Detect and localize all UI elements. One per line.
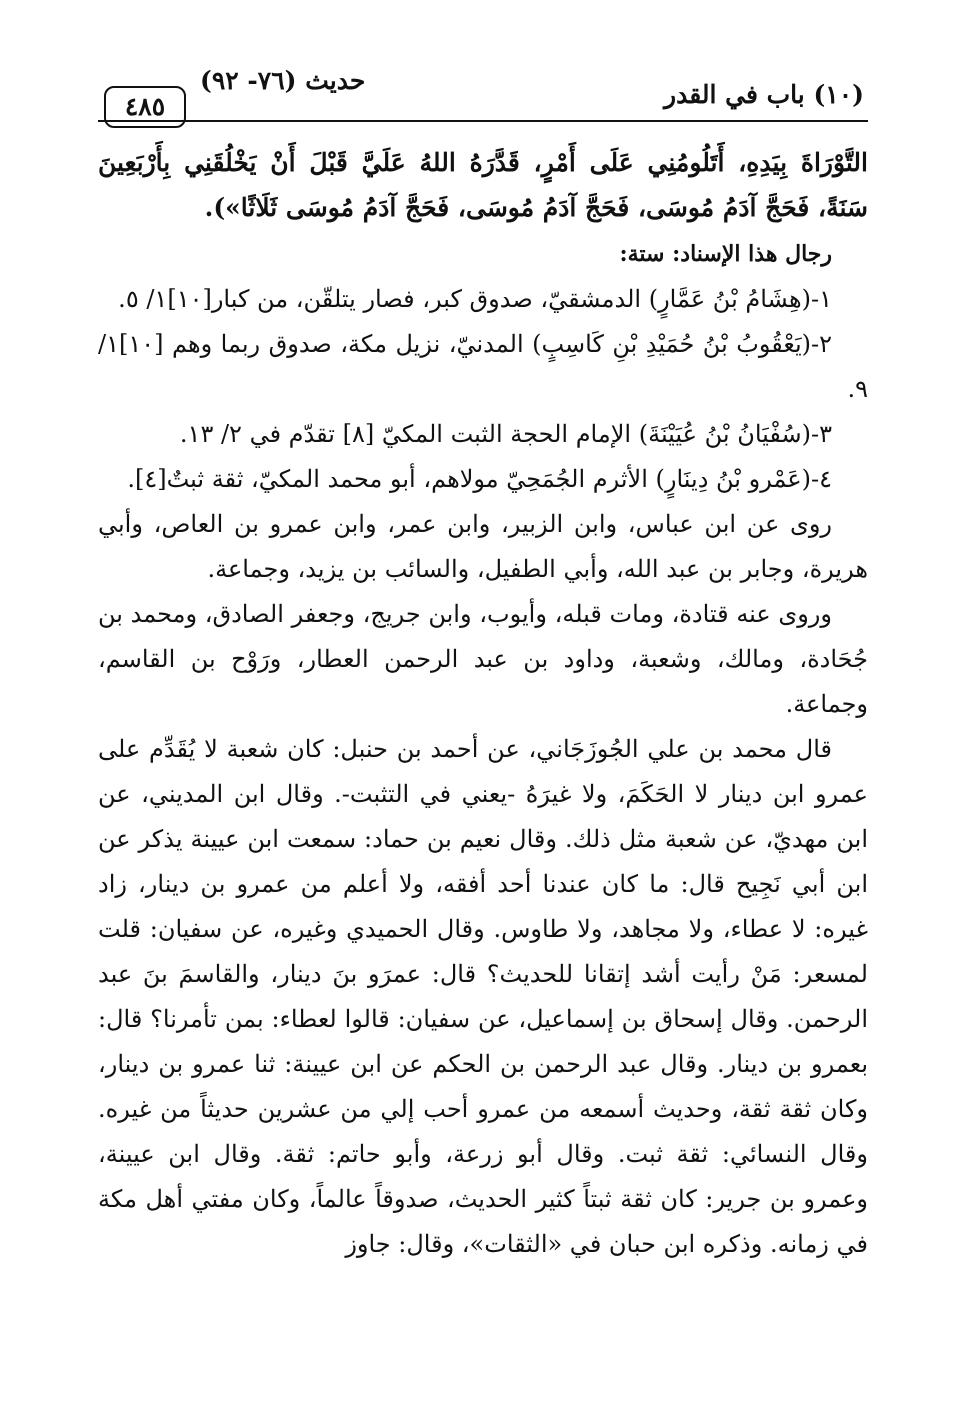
page-number: ٤٨٥ [104,86,186,128]
header-divider [98,120,868,122]
narrator-entry: ٣-(سُفْيَانُ بْنُ عُيَيْنَةَ) الإمام الحجة الثبت المكيّ [٨] تقدّم في ٢/ ١٣. [179,420,832,448]
grading-paragraph: قال محمد بن علي الجُوزَجَاني، عن أحمد بن حنبل: كان شعبة لا يُقَدِّم على عمرو ابن دينار لا الحَكَمَ، ولا غيرَهُ -يعني في التثبت-. وقال ابن المديني، عن ابن مهديّ، عن شعبة مثل ذلك. وقال نعيم بن حماد: سمعت ابن عيينة يذكر عن ابن أبي نَجِيح قال: ما كان عندنا أحد أفقه، ولا أعلم من عمرو بن دينار، زاد غيره: لا عطاء، ولا مجاهد، ولا طاوس. وقال الحميدي وغيره، عن سفيان: قلت لمسعر: مَنْ رأيت أشد إتقانا للحديث؟ قال: عمرَو بنَ دينار، والقاسمَ بنَ عبد الرحمن. وقال إسحاق بن إسماعيل، عن سفيان: قالوا لعطاء: بمن تأمرنا؟ قال: بعمرو بن دينار. وقال عبد الرحمن بن الحكم عن ابن عيينة: ثنا عمرو بن دينار، وكان ثقة ثقة، وحديث أسمعه من عمرو أحب إلي من عشرين حديثاً من غيره. وقال النسائي: ثقة ثبت. وقال أبو زرعة، وأبو حاتم: ثقة. وقال ابن عيينة، وعمرو بن جرير: كان ثقة ثبتاً كثير الحديث، صدوقاً عالماً، وكان مفتي أهل مكة في زمانه. وذكره ابن حبان في «الثقات»، وقال: جاوز [98,735,869,1258]
hadith-range: حديث (٧٦- ٩٢) [200,66,366,95]
narrator-entry: ٢-(يَعْقُوبُ بْنُ حُمَيْدِ بْنِ كَاسِبٍ) المدنيّ، نزيل مكة، صدوق ربما وهم [١٠]١/ ٩. [98,330,868,403]
narrated-from-paragraph: روى عن ابن عباس، وابن الزبير، وابن عمر، وابن عمرو بن العاص، وأبي هريرة، وجابر بن عبد الله، وأبي الطفيل، والسائب بن يزيد، وجماعة. [98,510,868,583]
main-text [98,140,868,1267]
chapter-title: (١٠) باب في القدر [664,80,864,109]
hadith-text: التَّوْرَاةَ بِيَدِهِ، أَتَلُومُنِي عَلَى أَمْرٍ، قَدَّرَهُ اللهُ عَلَيَّ قَبْلَ أَنْ يَخْلُقَنِي بِأَرْبَعِينَ سَنَةً، فَحَجَّ آدَمُ مُوسَى، فَحَجَّ آدَمُ مُوسَى، فَحَجَّ آدَمُ مُوسَى ثَلَاثًا»). [98,148,868,222]
narrator-entry: ١-(هِشَامُ بْنُ عَمَّارٍ) الدمشقيّ، صدوق كبر، فصار يتلقّن، من كبار[١٠]١/ ٥. [118,285,832,313]
section-heading: رجال هذا الإسناد: ستة: [619,241,832,267]
narrated-by-paragraph: وروى عنه قتادة، ومات قبله، وأيوب، وابن جريج، وجعفر الصادق، ومحمد بن جُحَادة، ومالك، وشعبة، وداود بن عبد الرحمن العطار، ورَوْح بن القاسم، وجماعة. [98,600,868,718]
narrator-entry: ٤-(عَمْرو بْنُ دِينَارٍ) الأثرم الجُمَحِيّ مولاهم، أبو محمد المكيّ، ثقة ثبتٌ[٤]. [127,465,832,493]
